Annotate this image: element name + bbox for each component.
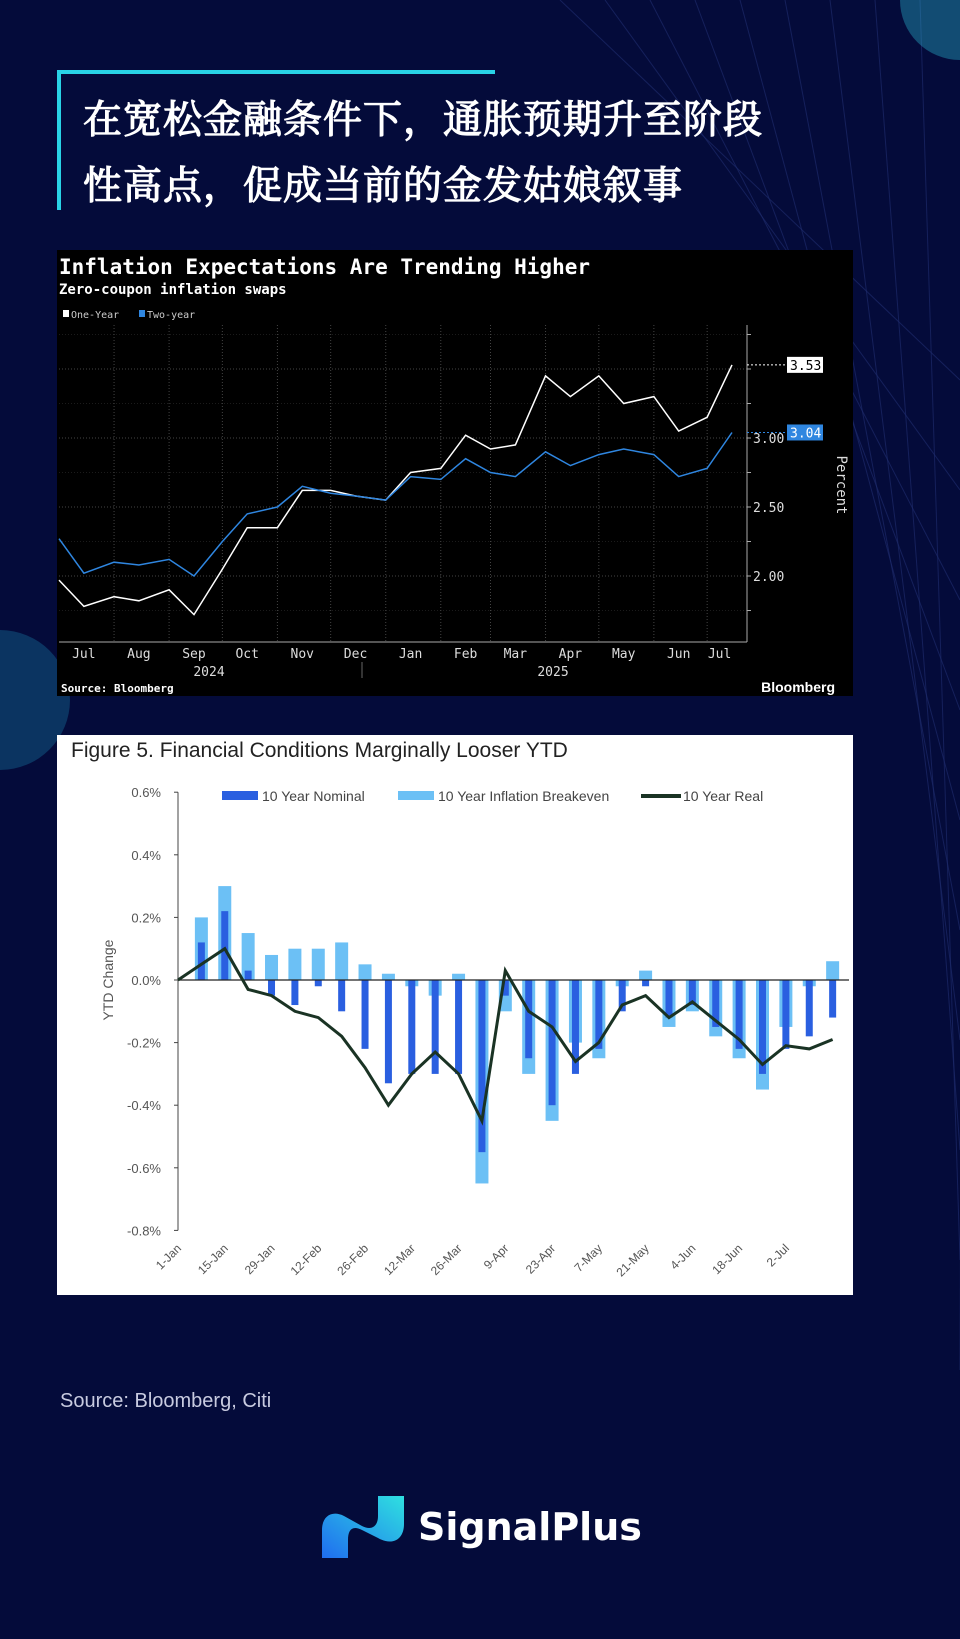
x-tick-label: 26-Feb	[334, 1241, 372, 1279]
legend-swatch-breakeven	[398, 791, 434, 800]
nominal-bar	[385, 980, 392, 1083]
brand-name: SignalPlus	[418, 1505, 642, 1549]
legend-swatch	[63, 310, 69, 317]
x-tick-label: 2-Jul	[763, 1241, 793, 1270]
footer-source: Source: Bloomberg, Citi	[60, 1390, 272, 1412]
y-tick-label: -0.8%	[127, 1223, 161, 1239]
y-tick-label: 0.0%	[131, 973, 161, 988]
headline	[83, 88, 863, 220]
x-tick-label: Feb	[453, 647, 478, 662]
signalplus-logo	[322, 1496, 642, 1558]
x-tick-label: 7-May	[571, 1241, 605, 1275]
last-value-label: 3.53	[790, 358, 822, 374]
nominal-bar	[549, 980, 556, 1105]
nominal-bar	[478, 980, 485, 1152]
x-tick-label: 4-Jun	[667, 1241, 699, 1273]
nominal-bar	[782, 980, 789, 1049]
chart-subtitle: Zero-coupon inflation swaps	[59, 282, 287, 298]
legend-swatch	[139, 310, 145, 317]
breakeven-bar	[265, 955, 278, 980]
headline-line-2: 性高点，促成当前的金发姑娘叙事	[83, 164, 684, 209]
x-tick-label: Sep	[182, 647, 206, 662]
breakeven-bar	[452, 974, 465, 980]
x-tick-label: Oct	[235, 647, 259, 662]
y-axis-label: YTD Change	[100, 939, 116, 1021]
nominal-bar	[829, 980, 836, 1018]
breakeven-bar	[288, 949, 301, 980]
x-tick-label: 23-Apr	[522, 1241, 559, 1277]
y-tick-label: 0.4%	[131, 847, 161, 863]
decorative-line	[920, 0, 960, 1260]
x-tick-label: 26-Mar	[427, 1241, 465, 1279]
year-label: 2024	[193, 665, 225, 680]
chart-title: Inflation Expectations Are Trending Higher	[59, 255, 591, 279]
x-tick-label: Nov	[290, 647, 315, 662]
y-tick-label: 0.6%	[131, 785, 161, 801]
bloomberg-brand: Bloomberg	[761, 679, 835, 695]
nominal-bar	[408, 980, 415, 1074]
x-tick-label: 18-Jun	[709, 1241, 746, 1278]
y-tick-label: -0.6%	[127, 1160, 161, 1176]
y-tick-label: 3.00	[753, 432, 785, 447]
x-tick-label: May	[611, 647, 636, 662]
financial-conditions-chart	[57, 735, 853, 1295]
y-tick-label: 2.00	[753, 570, 785, 585]
nominal-bar	[268, 980, 275, 996]
breakeven-bar	[359, 964, 372, 980]
breakeven-bar	[335, 942, 348, 980]
nominal-bar	[221, 911, 228, 980]
nominal-bar	[642, 980, 649, 986]
nominal-bar	[245, 971, 252, 980]
legend-swatch-nominal	[222, 791, 258, 800]
x-tick-label: Apr	[558, 647, 583, 662]
x-tick-label: 1-Jan	[152, 1241, 185, 1273]
headline-line-1: 在宽松金融条件下，通胀预期升至阶段	[83, 98, 764, 143]
accent-bar-top	[57, 70, 495, 74]
x-tick-label: Jul	[72, 647, 96, 662]
x-tick-label: Dec	[343, 647, 368, 662]
nominal-bar	[525, 980, 532, 1058]
y-axis-label: Percent	[833, 455, 849, 515]
y-tick-label: 2.50	[753, 501, 785, 516]
nominal-bar	[455, 980, 462, 1074]
nominal-bar	[338, 980, 345, 1011]
x-tick-label: 12-Mar	[381, 1241, 418, 1279]
x-tick-label: Jul	[707, 647, 732, 662]
breakeven-bar	[312, 949, 325, 980]
nominal-bar	[806, 980, 813, 1036]
nominal-bar	[315, 980, 322, 986]
x-tick-label: 15-Jan	[195, 1241, 231, 1278]
x-tick-label: Aug	[127, 647, 151, 662]
x-tick-label: 9-Apr	[480, 1241, 512, 1272]
legend-label: 10 Year Real	[683, 788, 764, 804]
nominal-bar	[665, 980, 672, 1018]
series-line-two-year	[59, 433, 732, 577]
breakeven-bar	[639, 971, 652, 980]
y-tick-label: -0.2%	[127, 1035, 161, 1051]
nominal-bar	[432, 980, 439, 1074]
year-label: 2025	[537, 665, 569, 680]
x-tick-label: Jan	[398, 647, 423, 662]
series-line-one-year	[59, 365, 732, 615]
y-tick-label: 0.2%	[131, 910, 161, 926]
legend-label: Two-year	[147, 310, 196, 321]
accent-bar-left	[57, 70, 61, 210]
chart-title: Figure 5. Financial Conditions Marginally Looser YTD	[71, 739, 568, 762]
legend-label: One-Year	[71, 310, 120, 321]
legend-label: 10 Year Nominal	[262, 788, 365, 804]
decorative-glow	[900, 0, 960, 60]
breakeven-bar	[826, 961, 839, 980]
signalplus-logo-icon	[322, 1496, 404, 1558]
y-tick-label: -0.4%	[127, 1098, 161, 1114]
nominal-bar	[291, 980, 298, 1005]
nominal-bar	[362, 980, 369, 1049]
chart-source: Source: Bloomberg	[61, 682, 174, 695]
inflation-swaps-chart	[57, 250, 853, 696]
x-tick-label: Mar	[503, 647, 528, 662]
x-tick-label: 21-May	[613, 1241, 652, 1280]
legend-label: 10 Year Inflation Breakeven	[438, 788, 610, 804]
x-tick-label: 12-Feb	[287, 1241, 325, 1279]
x-tick-label: 29-Jan	[241, 1241, 278, 1278]
breakeven-bar	[382, 974, 395, 980]
last-value-label: 3.04	[790, 426, 822, 442]
x-tick-label: Jun	[666, 647, 691, 662]
